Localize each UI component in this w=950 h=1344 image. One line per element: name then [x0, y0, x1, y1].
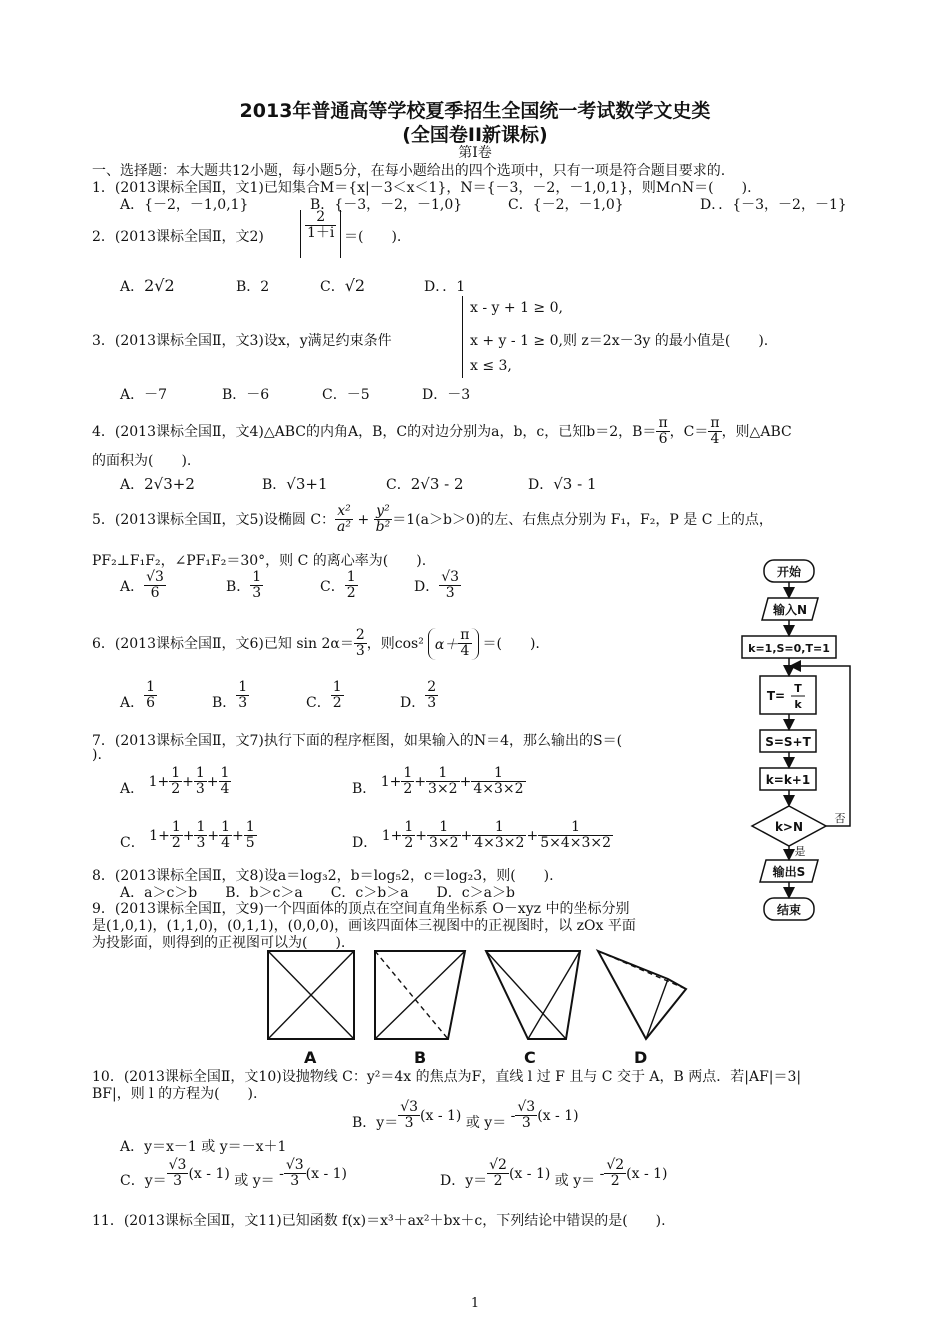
- q6-inner-frac: [458, 628, 471, 660]
- q2-prefix: 2．(2013课标全国Ⅱ，文2): [92, 229, 264, 245]
- q4-option-b: [262, 474, 328, 494]
- q4-c-num: π: [710, 415, 720, 431]
- q10-c-frac2: [284, 1158, 306, 1190]
- q10-d-or: 或 y＝: [554, 1172, 596, 1189]
- q10-d-f1-den: 2: [487, 1173, 509, 1189]
- q10-b-frac2: [515, 1100, 537, 1132]
- q7-d-one: 1+: [381, 827, 403, 844]
- q2-option-b: B．2: [236, 279, 270, 295]
- q5-d-num: √3: [441, 569, 460, 585]
- q5-a2: a²: [337, 519, 352, 536]
- q7-d-f5432: [538, 820, 613, 852]
- q9-line1: 9．(2013课标全国Ⅱ，文9)一个四面体的顶点在空间直角坐标系 O－xyz 中的坐标分别: [92, 901, 630, 917]
- q7-c-f3-den: 3: [196, 835, 206, 852]
- q4-c-den: 4: [708, 431, 721, 447]
- q5-b-den: 3: [252, 585, 262, 602]
- q6-paren: [428, 628, 479, 660]
- q10-c-xm1-b: (x - 1): [305, 1165, 347, 1182]
- q10-c-f1-den: 3: [167, 1173, 189, 1189]
- q7-c-f2-den: 2: [171, 835, 181, 852]
- q6-prefix: 6．(2013课标全国Ⅱ，文6)已知 sin 2α＝: [92, 635, 354, 652]
- page-number: 1: [470, 1296, 480, 1311]
- q5-x-frac: [335, 504, 353, 536]
- q2-absolute: [300, 210, 341, 258]
- q3-constraint-1: x - y + 1 ≥ 0,: [470, 300, 563, 316]
- q4-c-value: 2√3 - 2: [410, 475, 464, 493]
- q3-c2-text: x + y - 1 ≥ 0,: [470, 333, 563, 349]
- q6-mid: ，则cos²: [366, 635, 424, 652]
- flow-s-text: S=S+T: [765, 735, 811, 749]
- q7-c-f3-num: 1: [196, 819, 206, 835]
- q6-option-a: [120, 680, 157, 712]
- q5-a-den: 6: [144, 585, 166, 601]
- q5-b-frac: [250, 570, 263, 602]
- q4-a-label: A．: [120, 477, 145, 493]
- q6-option-d: [400, 680, 438, 712]
- q6-c-frac: [331, 680, 344, 712]
- q10-d-f1-num: √2: [489, 1157, 507, 1173]
- q7-c-f5-num: 1: [245, 819, 255, 835]
- q10-b-label: B．y＝: [352, 1114, 399, 1131]
- q4-tail: ，则△ABC: [721, 423, 792, 440]
- q6-a-num: 1: [146, 679, 156, 695]
- q4-d-label: D．: [528, 477, 554, 493]
- q2-fraction: [305, 210, 336, 242]
- q5-b2: b²: [375, 519, 391, 536]
- q7-a-f4: [219, 766, 232, 798]
- q7-option-c: C． 1+ $\frac{1}{2}$ + $\frac{1}{3}$ + $\frac{1}{4}$ + $\frac{1}{5}$: [120, 819, 255, 852]
- q9-label-d: D: [634, 1048, 648, 1067]
- q10-b-f2-den: 3: [515, 1115, 537, 1131]
- q4-b-den: 6: [656, 431, 669, 447]
- q7-b-f32-num: 1: [438, 765, 448, 781]
- flow-no-label: 否: [834, 812, 846, 825]
- q4-option-d: [528, 474, 596, 494]
- q6-d-label: D．: [400, 694, 426, 711]
- q10-line2: BF|，则 l 的方程为( ).: [92, 1086, 258, 1102]
- q7-c-f5-den: 5: [245, 835, 255, 852]
- q5-c-num: 1: [346, 569, 356, 585]
- q7-b-f432: [471, 766, 525, 798]
- q7-d-f5432-num: 1: [571, 819, 581, 835]
- flow-init-text: k=1,S=0,T=1: [748, 642, 830, 655]
- q7-b-f32-den: 3×2: [428, 781, 458, 798]
- q7-c-f2: [170, 820, 183, 852]
- q7-d-f32: [427, 820, 461, 852]
- q7-d-f5432-den: 5×4×3×2: [540, 835, 612, 852]
- q10-d-minus: -: [599, 1165, 605, 1182]
- q4-stem: [92, 416, 792, 448]
- flow-start-text: 开始: [776, 565, 802, 579]
- q10-c-frac1: [167, 1158, 189, 1190]
- q9-label-b: B: [414, 1048, 427, 1067]
- q5-b-label: B．: [226, 578, 251, 595]
- q1-stem: 1．(2013课标全国Ⅱ，文1)已知集合M＝{x|－3＜x＜1}，N＝{－3，－2，－1,0,1}，则M∩N＝( ).: [92, 180, 752, 196]
- q7-a-f3-num: 1: [195, 765, 205, 781]
- q10-b-minus: -: [510, 1107, 516, 1124]
- q9-figure-a: [268, 951, 354, 1039]
- q9-figure-b: [375, 951, 465, 1039]
- q10-b-xm1-b: (x - 1): [537, 1107, 579, 1124]
- q3-prefix: 3．(2013课标全国Ⅱ，文3)设x，y满足约束条件: [92, 333, 392, 349]
- q10-d-label: D．y＝: [440, 1172, 488, 1189]
- q5-stem: 5．(2013课标全国Ⅱ，文5)设椭圆 C： $\frac{\text{x²}}{\text{a²}}$ + $\frac{\text{y²}}{\text{b²}}$ ＝1(a＞b＞0)的左、右焦点分别为 F₁，F₂，P 是 C 上的点，: [92, 503, 773, 536]
- q10-b-f1-den: 3: [398, 1115, 420, 1131]
- q6-c-den: 2: [332, 695, 342, 712]
- q7-d-f32-den: 3×2: [428, 835, 459, 852]
- q5-a-num: √3: [146, 569, 164, 585]
- q4-b-label: B．: [262, 477, 287, 493]
- q6-tail: ＝( ).: [482, 635, 540, 652]
- q1-option-b: B．{－3，－2，－1,0}: [310, 197, 463, 213]
- q6-b-label: B．: [212, 694, 237, 711]
- q10-option-d: [440, 1158, 668, 1190]
- q7-b-one: 1+: [380, 773, 402, 790]
- q2-num: 2: [316, 209, 326, 225]
- q7-option-b: B． 1+ $\frac{1}{2}$ + $\frac{1}{3\times 2}$ + $\frac{1}{4\times 3\times 2}$: [352, 765, 524, 798]
- q3-constraint-2: [470, 330, 768, 350]
- flow-yes-label: 是: [794, 845, 806, 858]
- q10-c-f2-num: √3: [285, 1157, 304, 1173]
- q7-c-f4-num: 1: [221, 819, 231, 835]
- q7-stem: 7．(2013课标全国Ⅱ，文7)执行下面的程序框图，如果输入的N＝4，那么输出的S＝(: [92, 733, 623, 749]
- flowchart: [736, 556, 860, 928]
- q7-d-f432-num: 1: [494, 819, 504, 835]
- q5-d-label: D．: [414, 578, 440, 595]
- q4-c-frac: [708, 416, 721, 448]
- q4-line2: 的面积为( ).: [92, 453, 192, 469]
- q10-b-xm1-a: (x - 1): [420, 1107, 462, 1124]
- q6-d-frac: [425, 680, 438, 712]
- q10-b-frac1: [398, 1100, 420, 1132]
- q6-c-label: C．: [306, 694, 331, 711]
- q4-a-value: 2√3+2: [144, 475, 195, 493]
- q2-den: 1＋i: [307, 225, 335, 242]
- q10-b-or: 或 y＝: [465, 1114, 507, 1131]
- q10-line1: 10．(2013课标全国Ⅱ，文10)设抛物线 C：y²＝4x 的焦点为F，直线 l 过 F 且与 C 交于 A，B 两点．若|AF|＝3|: [92, 1069, 802, 1085]
- flow-cond-text: k>N: [774, 820, 804, 834]
- q5-c-label: C．: [320, 578, 345, 595]
- q10-c-f2-den: 3: [284, 1173, 306, 1189]
- q5-x2: x²: [337, 503, 351, 519]
- flow-end-text: 结束: [776, 903, 802, 917]
- q9-label-c: C: [524, 1048, 536, 1067]
- q7-c-f4-den: 4: [221, 835, 231, 852]
- q7-line2: ).: [92, 747, 102, 763]
- q7-d-f2-den: 2: [404, 835, 414, 852]
- q9-figure-d: [598, 951, 686, 1039]
- q4-b-value: √3+1: [286, 475, 328, 493]
- q2-a-value: 2√2: [144, 276, 175, 295]
- q7-c-label: C．: [120, 834, 145, 851]
- q5-d-den: 3: [439, 585, 461, 601]
- q7-c-f5: [244, 820, 257, 852]
- q6-b-den: 3: [238, 695, 248, 712]
- q6-option-c: [306, 680, 344, 712]
- q2-c-value: √2: [344, 276, 366, 295]
- q5-option-a: [120, 570, 166, 602]
- q10-option-b: [352, 1100, 579, 1132]
- q7-b-f32: [426, 766, 460, 798]
- q7-d-f2-num: 1: [404, 819, 414, 835]
- q7-a-one: 1+: [148, 773, 170, 790]
- q9-line3: 为投影面，则得到的正视图可以为( ).: [92, 935, 346, 951]
- q10-c-minus: -: [279, 1165, 284, 1182]
- q7-option-d: D． 1+ $\frac{1}{2}$ + $\frac{1}{3\times 2}$ + $\frac{1}{4\times 3\times 2}$ + $\frac{1}{5\times 4\times 3\times 2}$: [352, 819, 612, 852]
- q6-den: 3: [355, 643, 365, 660]
- part-heading: 第Ⅰ卷: [458, 145, 492, 161]
- q7-c-f3: [194, 820, 207, 852]
- q7-b-f432-den: 4×3×2: [473, 781, 524, 798]
- q5-c-frac: [345, 570, 358, 602]
- q11-stem: 11．(2013课标全国Ⅱ，文11)已知函数 f(x)＝x³＋ax²＋bx＋c，下列结论中错误的是( ).: [92, 1213, 666, 1229]
- exam-title: 2013年普通高等学校夏季招生全国统一考试数学文史类: [239, 100, 711, 122]
- q7-a-f3-den: 3: [195, 781, 205, 798]
- q2-option-c: [320, 276, 365, 296]
- q4-stem-text: 4．(2013课标全国Ⅱ，文4)△ABC的内角A，B，C的对边分别为a，b，c，已知b＝2，B＝: [92, 423, 657, 440]
- q7-a-f4-den: 4: [220, 781, 230, 798]
- q2-option-a: [120, 276, 175, 296]
- q6-option-b: [212, 680, 249, 712]
- q6-b-frac: [236, 680, 249, 712]
- flow-output-text: 输出S: [772, 865, 806, 879]
- flow-t-num: T: [794, 682, 802, 695]
- q4-c-label: C．: [386, 477, 411, 493]
- q3-option-c: C．－5: [322, 387, 370, 403]
- q8-options: A．a＞c＞b B．b＞c＞a C．c＞b＞a D．c＞a＞b: [120, 885, 515, 901]
- section-instructions: 一、选择题：本大题共12小题，每小题5分，在每小题给出的四个选项中，只有一项是符合题目要求的.: [92, 163, 726, 179]
- q1-option-a: A．{－2，－1,0,1}: [120, 197, 249, 213]
- q7-a-f4-num: 1: [220, 765, 230, 781]
- q2-option-d: D．．1: [424, 279, 466, 295]
- q10-c-xm1-a: (x - 1): [188, 1165, 230, 1182]
- q2-a-label: A．: [120, 279, 145, 295]
- q6-a-den: 6: [146, 695, 156, 712]
- q6-a-label: A．: [120, 694, 145, 711]
- q5-option-d: [414, 570, 461, 602]
- q6-b-num: 1: [238, 679, 248, 695]
- q7-b-label: B．: [352, 780, 377, 797]
- q7-a-f2-den: 2: [171, 781, 181, 798]
- q7-a-f2-num: 1: [171, 765, 181, 781]
- q7-a-label: A．: [120, 780, 145, 797]
- q7-b-f432-num: 1: [493, 765, 503, 781]
- q6-inner-num: π: [460, 627, 470, 643]
- q7-c-f2-num: 1: [171, 819, 181, 835]
- q5-d-frac: [439, 570, 461, 602]
- q3-c2-tail: 则 z＝2x－3y 的最小值是( ).: [562, 333, 769, 349]
- q4-option-a: [120, 474, 195, 494]
- q5-b-num: 1: [252, 569, 262, 585]
- q7-d-f2: [402, 820, 415, 852]
- q4-mid: ，C＝: [669, 423, 709, 440]
- q4-option-c: [386, 474, 464, 494]
- exam-subtitle: (全国卷II新课标): [402, 124, 548, 146]
- q2-c-label: C．: [320, 279, 345, 295]
- q10-d-frac1: [487, 1158, 509, 1190]
- q5-y2: y²: [376, 503, 390, 519]
- q3-option-d: D．－3: [422, 387, 471, 403]
- q7-option-a: A． 1+ $\frac{1}{2}$ + $\frac{1}{3}$ + $\frac{1}{4}$: [120, 765, 230, 798]
- q7-d-label: D．: [352, 834, 378, 851]
- q7-c-one: 1+: [149, 827, 170, 844]
- q9-label-a: A: [304, 1048, 317, 1067]
- q10-c-f1-num: √3: [168, 1157, 187, 1173]
- q7-d-f32-num: 1: [439, 819, 449, 835]
- q6-d-den: 3: [427, 695, 437, 712]
- q4-b-frac: [656, 416, 669, 448]
- q10-d-f2-den: 2: [604, 1173, 626, 1189]
- q5-prefix: 5．(2013课标全国Ⅱ，文5)设椭圆 C：: [92, 511, 336, 528]
- q10-option-c: [120, 1158, 347, 1190]
- q5-a-frac: [144, 570, 166, 602]
- q5-y-frac: [374, 504, 393, 536]
- q8-stem: 8．(2013课标全国Ⅱ，文8)设a＝log₃2，b＝log₅2，c＝log₂3，则( ).: [92, 868, 554, 884]
- q5-option-b: [226, 570, 263, 602]
- q10-c-label: C．y＝: [120, 1172, 167, 1189]
- flow-t-left: T=: [766, 689, 786, 703]
- q5-c-den: 2: [346, 585, 356, 602]
- q6-num: 2: [355, 627, 365, 643]
- q6-inner-a: α＋: [434, 636, 459, 653]
- flow-t-den: k: [794, 698, 802, 711]
- q7-c-f4: [219, 820, 232, 852]
- q10-b-f2-num: √3: [517, 1099, 536, 1115]
- q10-c-or: 或 y＝: [234, 1172, 275, 1189]
- q7-d-f432: [472, 820, 526, 852]
- q6-d-num: 2: [427, 679, 437, 695]
- q2-suffix: ＝( ).: [344, 229, 402, 245]
- flow-k-text: k=k+1: [765, 773, 811, 787]
- flow-input-text: 输入N: [772, 603, 808, 617]
- q9-line2: 是(1,0,1)，(1,1,0)，(0,1,1)，(0,0,0)，画该四面体三视图中的正视图时，以 zOx 平面: [92, 918, 636, 934]
- q1-option-d: D．．{－3，－2，－1}: [700, 197, 847, 213]
- q7-a-f3: [194, 766, 207, 798]
- q9-figures: [260, 945, 700, 1067]
- q7-b-f2-num: 1: [403, 765, 413, 781]
- q6-a-frac: [144, 680, 157, 712]
- q7-a-f2: [169, 766, 182, 798]
- q7-d-f432-den: 4×3×2: [474, 835, 525, 852]
- q6-c-num: 1: [332, 679, 342, 695]
- q9-figure-c: [486, 951, 580, 1039]
- q5-option-c: [320, 570, 358, 602]
- q1-option-c: C．{－2，－1,0}: [508, 197, 624, 213]
- q5-a-label: A．: [120, 578, 145, 595]
- q10-d-frac2: [604, 1158, 626, 1190]
- q4-d-value: √3 - 1: [553, 475, 597, 493]
- q5-tail: ＝1(a＞b＞0)的左、右焦点分别为 F₁，F₂，P 是 C 上的点，: [392, 511, 773, 528]
- q10-d-f2-num: √2: [606, 1157, 625, 1173]
- q10-option-a: A．y＝x－1 或 y＝－x＋1: [120, 1139, 287, 1155]
- q10-b-f1-num: √3: [400, 1099, 419, 1115]
- q5-line2: PF₂⊥F₁F₂，∠PF₁F₂＝30°，则 C 的离心率为( ).: [92, 553, 427, 569]
- q4-b-num: π: [658, 415, 668, 431]
- q6-stem: [92, 628, 540, 660]
- q3-option-a: A．－7: [120, 387, 168, 403]
- q7-b-f2: [401, 766, 414, 798]
- q6-frac: [354, 628, 367, 660]
- q6-inner-den: 4: [458, 643, 471, 659]
- q10-d-xm1-a: (x - 1): [508, 1165, 551, 1182]
- q7-b-f2-den: 2: [403, 781, 413, 798]
- q10-d-xm1-b: (x - 1): [626, 1165, 668, 1182]
- q3-option-b: B．－6: [222, 387, 270, 403]
- q3-constraint-3: x ≤ 3,: [470, 358, 512, 374]
